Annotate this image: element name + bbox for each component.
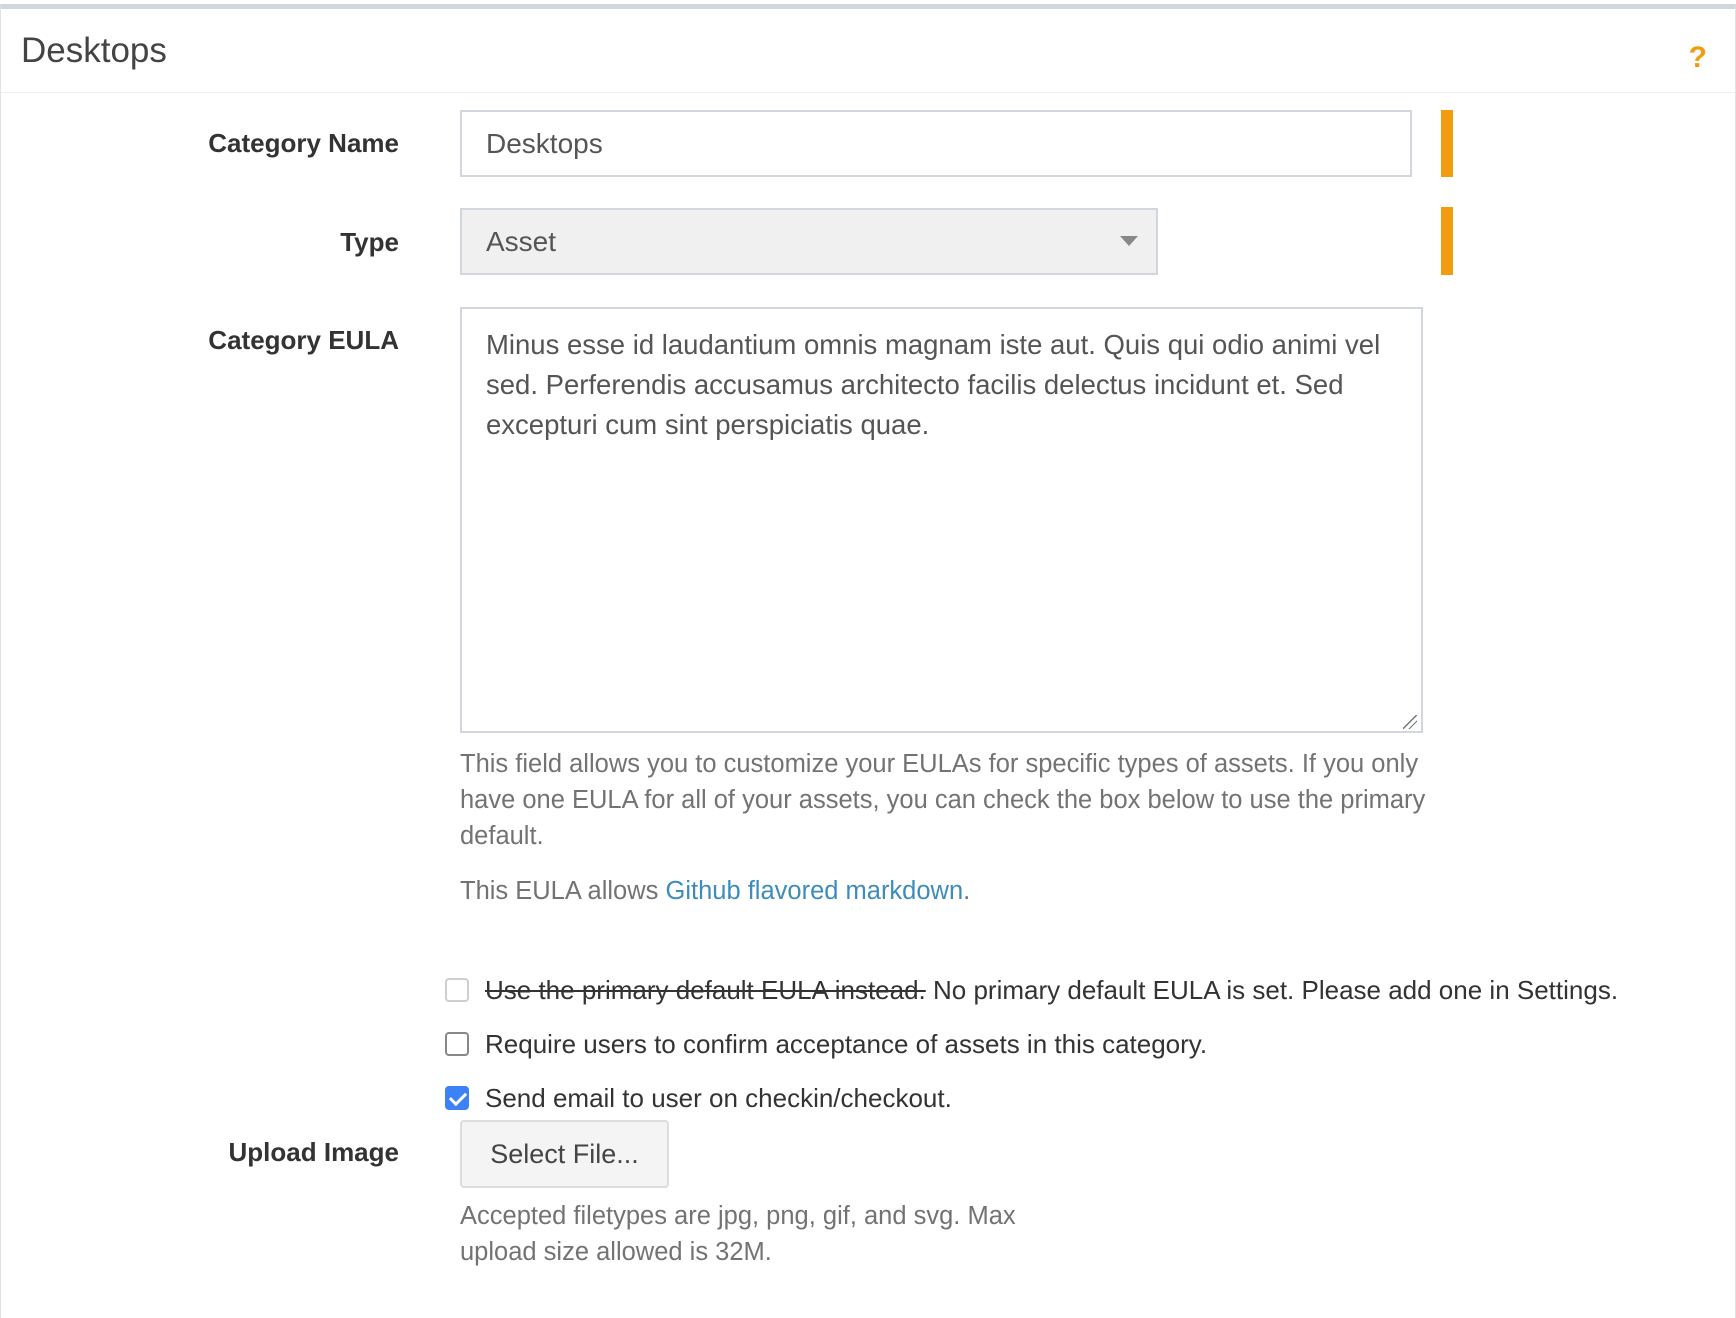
send-email-checkbox[interactable] (445, 1086, 469, 1110)
type-label: Type (340, 227, 399, 257)
markdown-help-suffix: . (963, 877, 971, 905)
panel-header (1, 9, 1735, 93)
require-acceptance-row (445, 1029, 1207, 1059)
category-name-input[interactable] (460, 110, 1412, 177)
primary-default-eula-label: Use the primary default EULA instead. (485, 974, 926, 1005)
upload-image-label: Upload Image (228, 1137, 399, 1167)
primary-default-eula-text (485, 975, 1618, 1006)
type-select-value: Asset (486, 226, 557, 257)
eula-help-text: This field allows you to customize your EULAs for specific types of assets. If you only have one EULA for all of your assets, you can check the box below to use the primary default. (460, 750, 1426, 850)
primary-default-eula-note: No primary default EULA is set. Please add one in Settings. (925, 974, 1619, 1005)
required-indicator (1441, 207, 1453, 275)
category-eula-label: Category EULA (208, 325, 399, 355)
page-title: Desktops (21, 31, 167, 70)
chevron-down-icon (1120, 236, 1138, 246)
resize-grip-icon[interactable] (1403, 715, 1417, 729)
send-email-label: Send email to user on checkin/checkout. (485, 1082, 952, 1113)
category-eula-textarea[interactable] (460, 307, 1423, 733)
send-email-row (445, 1083, 952, 1113)
markdown-help (460, 873, 970, 909)
upload-help-line-1: Accepted filetypes are jpg, png, gif, and svg. Max (460, 1202, 1016, 1230)
require-acceptance-checkbox[interactable] (445, 1032, 469, 1056)
category-name-label: Category Name (208, 128, 399, 158)
primary-default-eula-row (445, 975, 1618, 1005)
help-icon[interactable]: ? (1688, 41, 1707, 74)
required-indicator (1441, 110, 1453, 177)
markdown-link[interactable]: Github flavored markdown (665, 877, 964, 905)
upload-help-text (460, 1198, 1016, 1270)
require-acceptance-label: Require users to confirm acceptance of assets in this category. (485, 1028, 1208, 1059)
upload-help-line-2: upload size allowed is 32M. (460, 1238, 772, 1266)
primary-default-eula-checkbox[interactable] (445, 978, 469, 1002)
type-select[interactable] (460, 208, 1158, 275)
select-file-button[interactable]: Select File... (460, 1120, 669, 1188)
markdown-help-prefix: This EULA allows (460, 877, 666, 905)
